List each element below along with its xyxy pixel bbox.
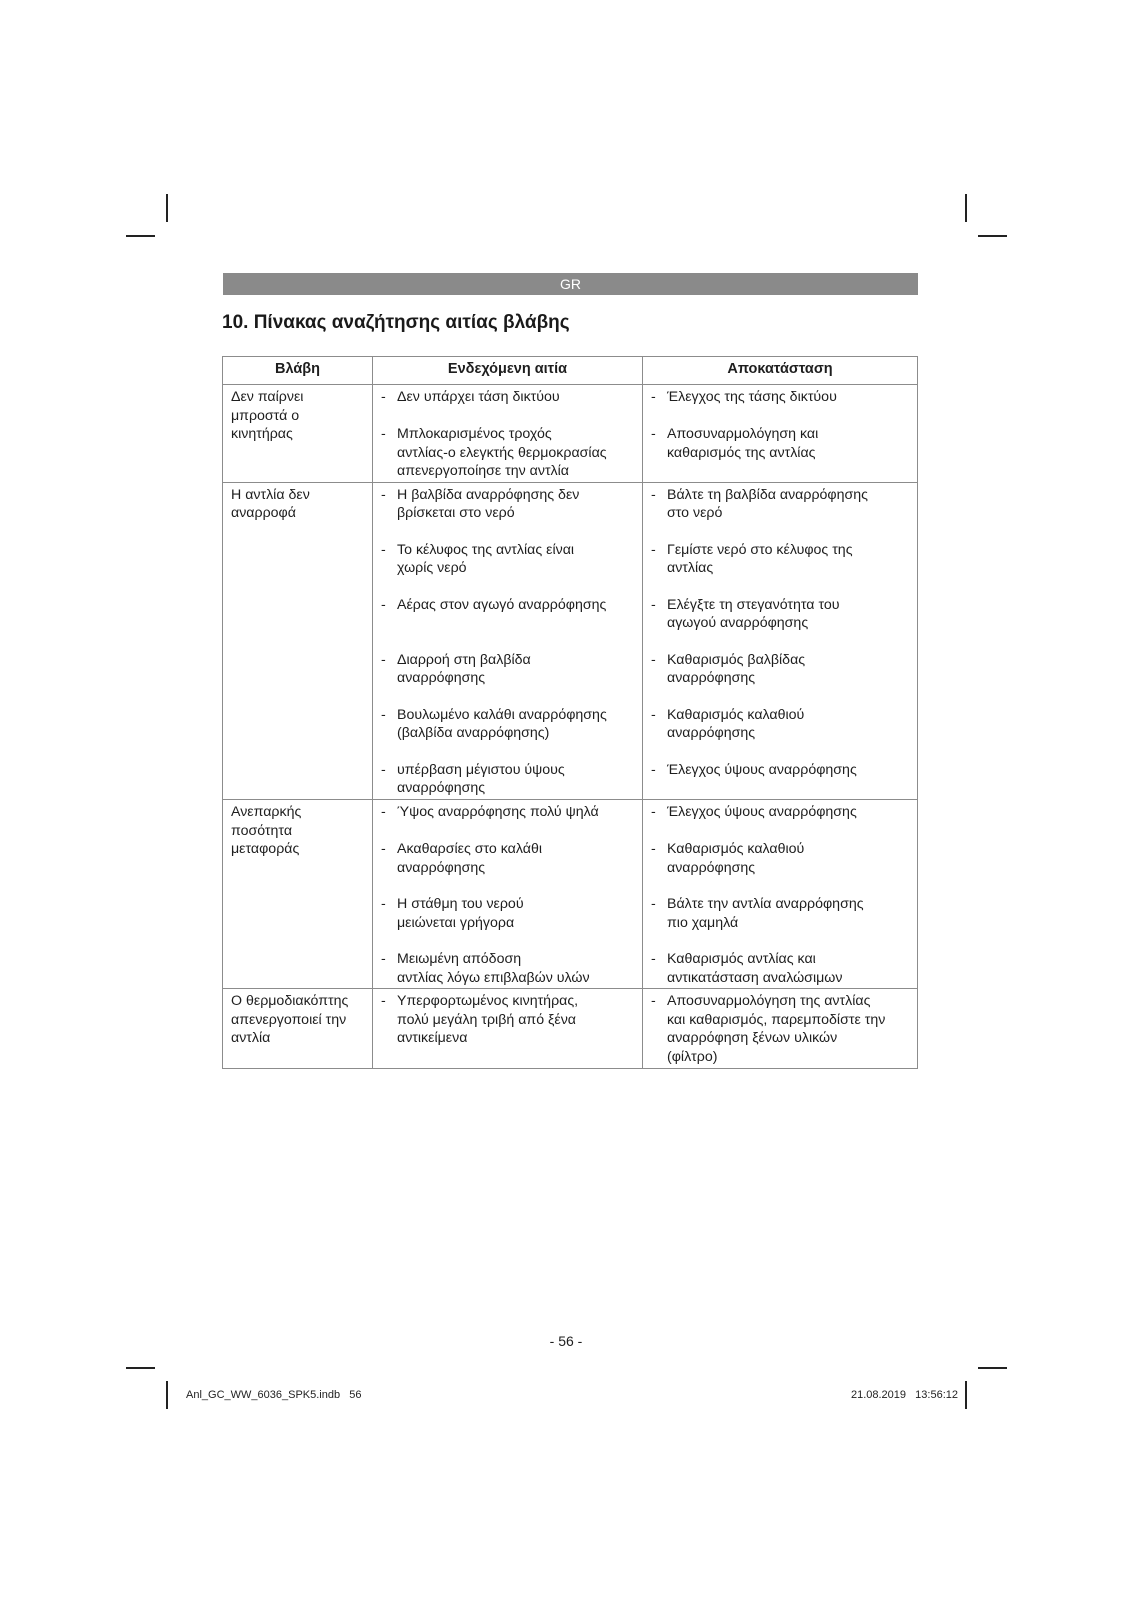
- cause-item: [381, 761, 636, 798]
- cause-item: [381, 425, 636, 481]
- cause-item: [381, 486, 636, 541]
- remedy-text: Καθαρισμός καλαθιού αναρρόφησης: [667, 840, 805, 876]
- remedy-cell: [643, 989, 918, 1068]
- remedy-item: [651, 803, 911, 840]
- bullet-dash: -: [651, 895, 656, 912]
- bullet-dash: -: [651, 541, 656, 558]
- section-title: 10. Πίνακας αναζήτησης αιτίας βλάβης: [222, 312, 570, 333]
- column-header-remedy: Αποκατάσταση: [643, 357, 918, 385]
- bullet-dash: -: [381, 840, 386, 857]
- remedy-text: Γεμίστε νερό στο κέλυφος της αντλίας: [667, 541, 853, 577]
- remedy-text: Αποσυναρμολόγηση και καθαρισμός της αντλίας: [667, 426, 819, 461]
- bullet-dash: -: [651, 596, 656, 613]
- cause-text: Η στάθμη του νερού μειώνεται γρήγορα: [397, 895, 524, 931]
- crop-mark: [166, 194, 168, 222]
- cause-item: [381, 803, 636, 840]
- cause-item: [381, 706, 636, 761]
- cause-text: Διαρροή στη βαλβίδα αναρρόφησης: [397, 651, 531, 687]
- fault-text: Ανεπαρκής ποσότητα μεταφοράς: [231, 803, 302, 858]
- crop-mark: [965, 194, 967, 222]
- bullet-dash: -: [381, 541, 386, 558]
- bullet-dash: -: [651, 950, 656, 967]
- cause-text: Η βαλβίδα αναρρόφησης δεν βρίσκεται στο νερό: [397, 486, 580, 522]
- remedy-item: [651, 651, 911, 706]
- remedy-text: Έλεγχος της τάσης δικτύου: [667, 389, 837, 405]
- remedy-item: [651, 761, 911, 780]
- bullet-dash: -: [651, 486, 656, 503]
- footer-timestamp: 21.08.2019 13:56:12: [850, 1389, 958, 1401]
- remedy-text: Έλεγχος ύψους αναρρόφησης: [667, 803, 857, 820]
- cause-item: [381, 840, 636, 895]
- bullet-dash: -: [381, 389, 386, 405]
- remedy-item: [651, 541, 911, 596]
- fault-text: Η αντλία δεν αναρροφά: [231, 486, 310, 522]
- remedy-text: Καθαρισμός αντλίας και αντικατάσταση αναλώσιμων: [667, 950, 843, 986]
- cause-item: [381, 388, 636, 425]
- column-header-cause: Ενδεχόμενη αιτία: [373, 357, 643, 385]
- bullet-dash: -: [381, 706, 386, 723]
- remedy-text: Έλεγχος ύψους αναρρόφησης: [667, 761, 857, 778]
- remedy-item: [651, 486, 911, 541]
- table-row: [223, 385, 918, 483]
- cause-text: Αέρας στον αγωγό αναρρόφησης: [397, 596, 607, 613]
- crop-mark: [126, 235, 155, 237]
- table-row: [223, 799, 918, 988]
- remedy-item: [651, 840, 911, 895]
- remedy-text: Ελέγξτε τη στεγανότητα του αγωγού αναρρόφησης: [667, 596, 840, 632]
- bullet-dash: -: [651, 651, 656, 668]
- remedy-item: [651, 992, 911, 1066]
- remedy-text: Βάλτε την αντλία αναρρόφησης πιο χαμηλά: [667, 895, 864, 931]
- footer-filename: Anl_GC_WW_6036_SPK5.indb 56: [186, 1389, 362, 1401]
- language-bar: GR: [223, 273, 918, 295]
- remedy-text: Αποσυναρμολόγηση της αντλίας και καθαρισμός, παρεμποδίστε την αναρρόφηση ξένων υλικών (φίλτρο): [667, 993, 886, 1065]
- remedy-cell: [643, 799, 918, 988]
- remedy-text: Καθαρισμός καλαθιού αναρρόφησης: [667, 706, 805, 742]
- cause-cell: [373, 482, 643, 799]
- bullet-dash: -: [651, 803, 656, 820]
- bullet-dash: -: [381, 803, 386, 820]
- bullet-dash: -: [381, 895, 386, 912]
- cause-text: Ύψος αναρρόφησης πολύ ψηλά: [397, 803, 599, 820]
- cause-text: Μειωμένη απόδοση αντλίας λόγω επιβλαβών υλών: [397, 950, 590, 986]
- bullet-dash: -: [651, 761, 656, 778]
- bullet-dash: -: [381, 596, 386, 613]
- remedy-text: Καθαρισμός βαλβίδας αναρρόφησης: [667, 651, 806, 687]
- fault-text: Ο θερμοδιακόπτης απενεργοποιεί την αντλία: [231, 993, 349, 1047]
- remedy-item: [651, 388, 911, 425]
- cause-item: [381, 651, 636, 706]
- fault-text: Δεν παίρνει μπροστά ο κινητήρας: [231, 389, 304, 443]
- crop-mark: [978, 1367, 1007, 1369]
- cause-item: [381, 950, 636, 987]
- cause-item: [381, 596, 636, 651]
- remedy-item: [651, 425, 911, 462]
- bullet-dash: -: [381, 950, 386, 967]
- fault-cell: [223, 989, 373, 1068]
- bullet-dash: -: [651, 706, 656, 723]
- table-header-row: [223, 357, 918, 385]
- remedy-item: [651, 950, 911, 987]
- fault-cell: [223, 385, 373, 483]
- fault-cell: [223, 482, 373, 799]
- cause-item: [381, 541, 636, 596]
- column-header-fault: Βλάβη: [223, 357, 373, 385]
- bullet-dash: -: [381, 993, 386, 1010]
- cause-cell: [373, 385, 643, 483]
- cause-text: Υπερφορτωμένος κινητήρας, πολύ μεγάλη τριβή από ξένα αντικείμενα: [397, 993, 579, 1047]
- page-number: - 56 -: [549, 1333, 583, 1349]
- remedy-item: [651, 895, 911, 950]
- cause-item: [381, 992, 636, 1048]
- troubleshooting-table: [222, 356, 918, 1069]
- crop-mark: [166, 1381, 168, 1409]
- bullet-dash: -: [381, 426, 386, 442]
- table-row: [223, 989, 918, 1068]
- bullet-dash: -: [651, 426, 656, 442]
- fault-cell: [223, 799, 373, 988]
- remedy-item: [651, 706, 911, 761]
- remedy-item: [651, 596, 911, 651]
- cause-text: Ακαθαρσίες στο καλάθι αναρρόφησης: [397, 840, 542, 876]
- table-row: [223, 482, 918, 799]
- crop-mark: [965, 1381, 967, 1409]
- crop-mark: [978, 235, 1007, 237]
- cause-text: Δεν υπάρχει τάση δικτύου: [397, 389, 560, 405]
- cause-text: υπέρβαση μέγιστου ύψους αναρρόφησης: [397, 761, 565, 797]
- cause-text: Μπλοκαρισμένος τροχός αντλίας-ο ελεγκτής θερμοκρασίας απενεργοποίησε την αντλία: [397, 426, 607, 480]
- cause-cell: [373, 799, 643, 988]
- bullet-dash: -: [381, 651, 386, 668]
- crop-mark: [126, 1367, 155, 1369]
- cause-cell: [373, 989, 643, 1068]
- bullet-dash: -: [651, 840, 656, 857]
- cause-text: Το κέλυφος της αντλίας είναι χωρίς νερό: [397, 541, 575, 577]
- remedy-cell: [643, 385, 918, 483]
- bullet-dash: -: [381, 486, 386, 503]
- bullet-dash: -: [651, 993, 656, 1010]
- remedy-text: Βάλτε τη βαλβίδα αναρρόφησης στο νερό: [667, 486, 868, 522]
- bullet-dash: -: [381, 761, 386, 778]
- bullet-dash: -: [651, 389, 656, 405]
- cause-item: [381, 895, 636, 950]
- remedy-cell: [643, 482, 918, 799]
- cause-text: Βουλωμένο καλάθι αναρρόφησης (βαλβίδα αναρρόφησης): [397, 706, 607, 742]
